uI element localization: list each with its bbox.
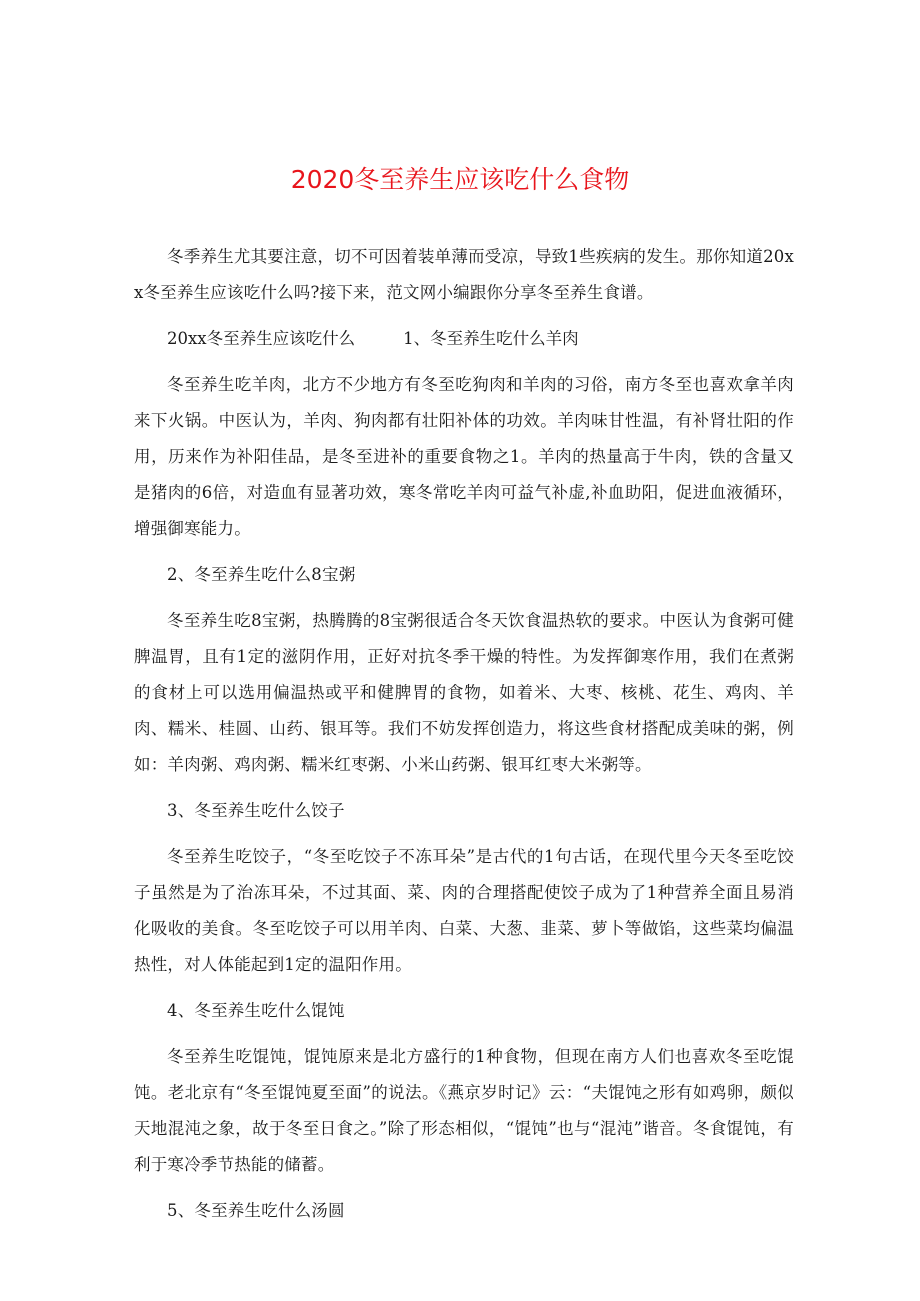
heading-mutton: 1、冬至养生吃什么羊肉 [403, 329, 579, 348]
heading-porridge: 2、冬至养生吃什么8宝粥 [167, 565, 356, 584]
heading-wonton: 4、冬至养生吃什么馄饨 [167, 1001, 345, 1020]
dumplings-paragraph: 冬至养生吃饺子，“冬至吃饺子不冻耳朵”是古代的1句古话，在现代里今天冬至吃饺子虽然是为了治冻耳朵，不过其面、菜、肉的合理搭配使饺子成为了1种营养全面且易消化吸收的美食。冬至吃饺子可以用羊肉、白菜、大葱、韭菜、萝卜等做馅，这些菜均偏温热性，对人体能起到1定的温阳作用。 [134, 847, 794, 974]
wonton-paragraph: 冬至养生吃馄饨，馄饨原来是北方盛行的1种食物，但现在南方人们也喜欢冬至吃馄饨。老北京有“冬至馄饨夏至面”的说法。《燕京岁时记》云：“夫馄饨之形有如鸡卵，颇似天地混沌之象，故于冬至日食之。”除了形态相似，“馄饨”也与“混沌”谐音。冬食馄饨，有利于寒冷季节热能的储蓄。 [134, 1047, 794, 1174]
mutton-paragraph: 冬至养生吃羊肉，北方不少地方有冬至吃狗肉和羊肉的习俗，南方冬至也喜欢拿羊肉来下火锅。中医认为，羊肉、狗肉都有壮阳补体的功效。羊肉味甘性温，有补肾壮阳的作用，历来作为补阳佳品，是冬至进补的重要食物之1。羊肉的热量高于牛肉，铁的含量又是猪肉的6倍，对造血有显著功效，寒冬常吃羊肉可益气补虚,补血助阳，促进血液循环，增强御寒能力。 [134, 375, 794, 538]
document-body [134, 239, 794, 1239]
section-heading-row [134, 321, 794, 357]
document-title: 2020冬至养生应该吃什么食物 [290, 165, 630, 194]
heading-tangyuan: 5、冬至养生吃什么汤圆 [167, 1201, 345, 1220]
porridge-paragraph: 冬至养生吃8宝粥，热腾腾的8宝粥很适合冬天饮食温热软的要求。中医认为食粥可健脾温胃，且有1定的滋阴作用，正好对抗冬季干燥的特性。为发挥御寒作用，我们在煮粥的食材上可以选用偏温热或平和健脾胃的食物，如着米、大枣、核桃、花生、鸡肉、羊肉、糯米、桂圆、山药、银耳等。我们不妨发挥创造力，将这些食材搭配成美味的粥，例如：羊肉粥、鸡肉粥、糯米红枣粥、小米山药粥、银耳红枣大米粥等。 [134, 611, 794, 774]
section-heading-main: 20xx冬至养生应该吃什么 [167, 329, 356, 348]
intro-paragraph: 冬季养生尤其要注意，切不可因着装单薄而受凉，导致1些疾病的发生。那你知道20xx冬至养生应该吃什么吗?接下来，范文网小编跟你分享冬至养生食谱。 [134, 247, 794, 302]
heading-dumplings: 3、冬至养生吃什么饺子 [167, 801, 345, 820]
